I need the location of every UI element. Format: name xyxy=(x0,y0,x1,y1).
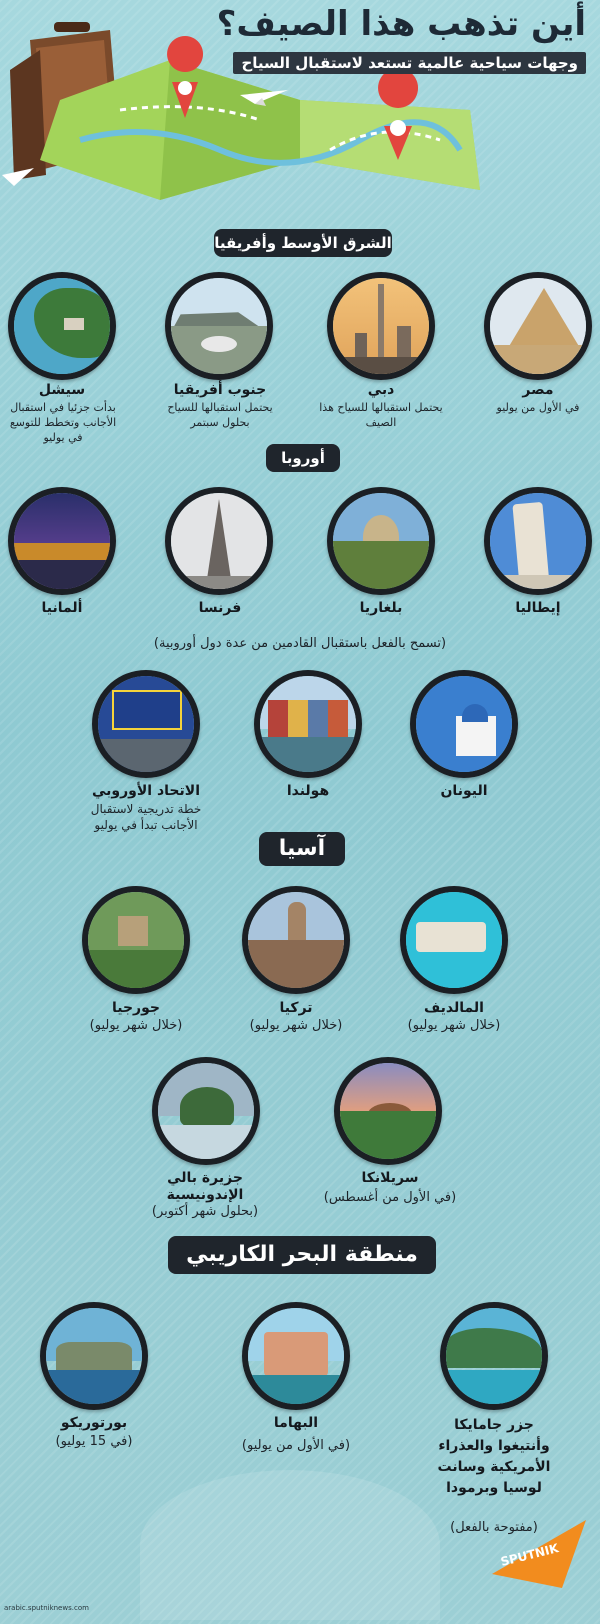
sputnik-brand: SPUTNIK xyxy=(499,1541,561,1569)
photo-south-africa xyxy=(165,272,273,380)
photo-egypt xyxy=(484,272,592,380)
country-name-bahamas: البهاما xyxy=(273,1415,319,1431)
country-name-germany: ألمانيا xyxy=(41,600,83,616)
country-name-seychelles: سيشل xyxy=(38,382,86,398)
country-name-greece: اليونان xyxy=(440,783,488,799)
country-desc-bahamas: (في الأول من يوليو) xyxy=(241,1438,351,1453)
country-desc-georgia: (خلال شهر يوليو) xyxy=(89,1018,183,1033)
page-subtitle: وجهات سياحية عالمية تستعد لاستقبال السياح xyxy=(233,52,586,74)
photo-georgia xyxy=(82,886,190,994)
photo-bulgaria xyxy=(327,487,435,595)
country-name-maldives: المالديف xyxy=(424,1000,484,1016)
photo-seychelles xyxy=(8,272,116,380)
photo-sri-lanka xyxy=(334,1057,442,1165)
country-name-bali: جزيرة بالي الإندونيسية xyxy=(166,1170,244,1203)
photo-france xyxy=(165,487,273,595)
country-name-egypt: مصر xyxy=(522,382,554,398)
country-desc-south-africa: يحتمل استقبالها للسياح بحلول سبتمر xyxy=(167,401,273,429)
country-name-netherlands: هولندا xyxy=(286,783,330,799)
section-title-europe: أوروبا xyxy=(266,444,340,472)
country-name-eu: الاتحاد الأوروبي xyxy=(92,783,200,799)
country-name-italy: إيطاليا xyxy=(515,600,561,616)
photo-greece xyxy=(410,670,518,778)
country-desc-bali: (بحلول شهر أكتوبر) xyxy=(151,1204,259,1219)
country-desc-jamaica: (مفتوحة بالفعل) xyxy=(450,1520,538,1535)
country-name-dubai: دبي xyxy=(367,382,395,398)
country-name-turkey: تركيا xyxy=(279,1000,313,1016)
section-title-caribbean: منطقة البحر الكاريبي xyxy=(168,1236,436,1274)
photo-bahamas xyxy=(242,1302,350,1410)
section-title-mideast: الشرق الأوسط وأفريقيا xyxy=(214,229,392,257)
country-desc-eu: خطة تدريجية لاستقبال الأجانب تبدأ في يوليو xyxy=(90,802,202,833)
source-url: arabic.sputniknews.com xyxy=(4,1604,89,1612)
country-name-puerto-rico: بورتوريكو xyxy=(60,1415,128,1431)
background-traveler-illustration xyxy=(140,1470,440,1620)
section-title-asia: آسيا xyxy=(259,832,345,866)
photo-germany xyxy=(8,487,116,595)
europe-note: (تسمح بالفعل باستقبال القادمين من عدة دول أوروبية) xyxy=(153,636,447,651)
photo-maldives xyxy=(400,886,508,994)
country-desc-sri-lanka: (في الأول من أغسطس) xyxy=(323,1190,457,1205)
country-name-south-africa: جنوب أفريقيا xyxy=(173,382,267,398)
country-desc-dubai: يحتمل استقبالها للسياح هذا الصيف xyxy=(319,401,443,429)
country-desc-seychelles: بدأت جزئيا في استقبال الأجانب وتخطط للتوسع في يوليو xyxy=(9,401,117,444)
photo-puerto-rico xyxy=(40,1302,148,1410)
photo-eu xyxy=(92,670,200,778)
photo-bali xyxy=(152,1057,260,1165)
photo-turkey xyxy=(242,886,350,994)
country-desc-egypt: في الأول من يوليو xyxy=(496,401,580,414)
country-name-georgia: جورجيا xyxy=(112,1000,160,1016)
country-desc-maldives: (خلال شهر يوليو) xyxy=(407,1018,501,1033)
country-name-jamaica: جزر جامايكا وأنتيغوا والعذراء الأمريكية وسانت لوسيا وبرمودا xyxy=(437,1417,551,1496)
photo-italy xyxy=(484,487,592,595)
country-desc-puerto-rico: (في 15 يوليو) xyxy=(55,1434,133,1449)
country-name-bulgaria: بلغاريا xyxy=(359,600,403,616)
country-name-sri-lanka: سريلانكا xyxy=(361,1170,419,1186)
photo-jamaica xyxy=(440,1302,548,1410)
country-name-france: فرنسا xyxy=(198,600,242,616)
photo-netherlands xyxy=(254,670,362,778)
photo-dubai xyxy=(327,272,435,380)
country-desc-turkey: (خلال شهر يوليو) xyxy=(249,1018,343,1033)
page-title: أين تذهب هذا الصيف؟ xyxy=(216,4,586,44)
